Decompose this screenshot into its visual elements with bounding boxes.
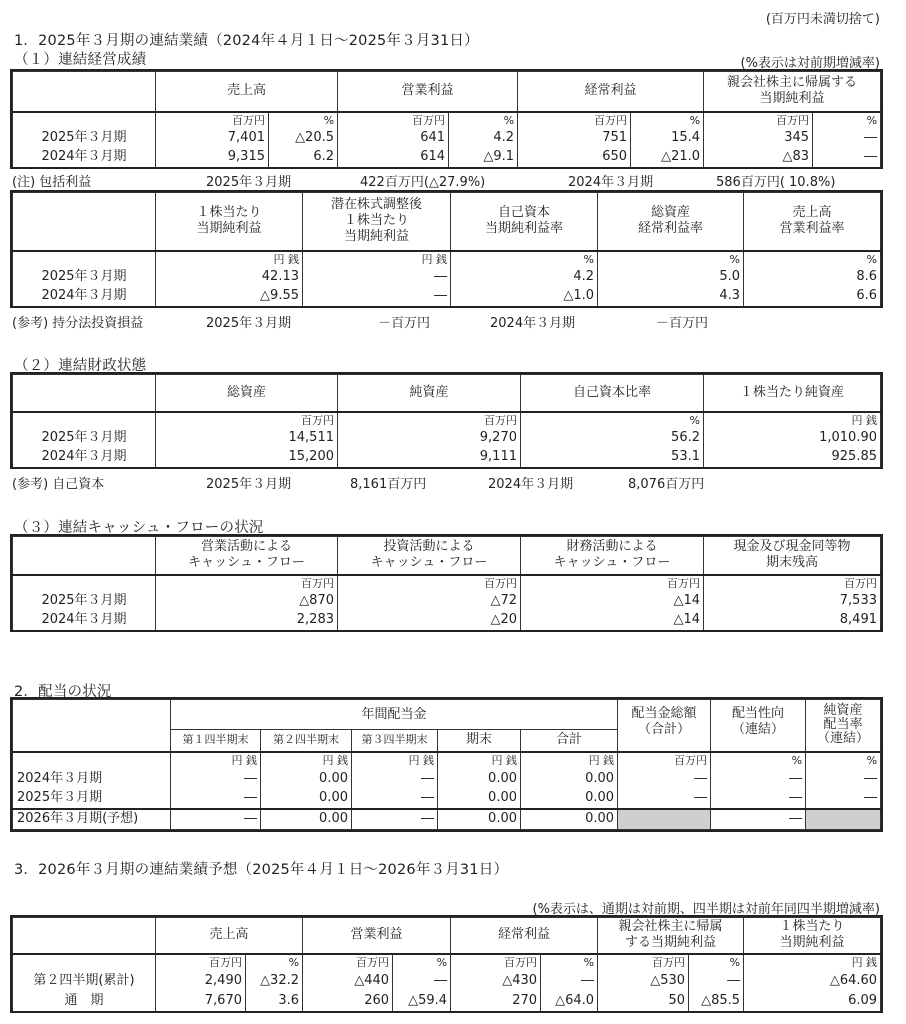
col-sales: 売上高 — [156, 918, 303, 954]
cell: 7,401 — [156, 129, 269, 148]
cell: ― — [618, 789, 711, 809]
col-line: 営業利益率 — [779, 221, 845, 237]
unit: 円 銭 — [171, 752, 261, 769]
cell: △72 — [338, 592, 521, 611]
cell: 0.00 — [261, 809, 352, 830]
cell: 42.13 — [156, 268, 303, 287]
footnote-period1: 2025年３月期 — [206, 175, 292, 190]
table-row — [13, 611, 881, 630]
col-line: 配当率 — [823, 717, 863, 733]
col-q3: 第３四半期末 — [352, 730, 438, 752]
col-annual-dividend: 年間配当金 — [171, 700, 618, 730]
cell: ― — [711, 789, 806, 809]
col-line: キャッシュ・フロー — [370, 555, 488, 571]
cell: △32.2 — [246, 971, 303, 991]
cell: ― — [303, 268, 451, 287]
table-row — [13, 971, 881, 991]
cell: ― — [171, 769, 261, 789]
financial-position-title: （２）連結財政状態 — [14, 358, 147, 374]
unit: % — [449, 112, 518, 129]
col-line: 期末残高 — [765, 555, 818, 571]
col-cash-end — [704, 537, 881, 575]
cell: 0.00 — [438, 809, 521, 830]
row-label: 2025年３月期 — [13, 268, 156, 287]
unit: 円 銭 — [261, 752, 352, 769]
cell: △9.1 — [449, 148, 518, 167]
cell: 4.3 — [598, 287, 744, 306]
cell: ― — [689, 971, 744, 991]
unit: 円 銭 — [352, 752, 438, 769]
cash-flow-title: （３）連結キャッシュ・フローの状況 — [14, 520, 264, 536]
cell: 925.85 — [704, 448, 881, 467]
row-label: 2026年３月期(予想) — [13, 809, 171, 830]
cell: ― — [393, 971, 451, 991]
cell: △14 — [521, 611, 704, 630]
table-row — [13, 592, 881, 611]
cell: 9,315 — [156, 148, 269, 167]
cell: 270 — [451, 991, 541, 1011]
cell: 345 — [704, 129, 813, 148]
col-total-dividend — [618, 700, 711, 752]
forecast-table — [12, 917, 881, 1011]
cell: 6.6 — [744, 287, 881, 306]
row-label: 2025年３月期 — [13, 429, 156, 448]
footnote-equity-label: (参考) 自己資本 — [12, 477, 105, 492]
footnote-period2: 2024年３月期 — [490, 316, 576, 331]
unit: % — [451, 251, 598, 268]
cell: ― — [541, 971, 598, 991]
row-label: 通 期 — [13, 991, 156, 1011]
unit: 百万円 — [518, 112, 631, 129]
cell: 8,491 — [704, 611, 881, 630]
col-line: 当期純利益 — [343, 229, 409, 245]
cell: 751 — [518, 129, 631, 148]
unit: % — [269, 112, 338, 129]
col-line: １株当たり — [779, 919, 845, 935]
cell: 5.0 — [598, 268, 744, 287]
unit: % — [806, 752, 881, 769]
table-row — [13, 769, 881, 789]
cell: △1.0 — [451, 287, 598, 306]
dividends-table — [12, 699, 881, 830]
cell: ― — [352, 769, 438, 789]
unit: 百万円 — [303, 954, 393, 971]
table-row — [13, 991, 881, 1011]
cell: 56.2 — [521, 429, 704, 448]
unit: 百万円 — [704, 112, 813, 129]
financial-position-table — [12, 374, 881, 467]
cell: 15,200 — [156, 448, 338, 467]
col-line: 自己資本 — [497, 205, 550, 221]
cell: 7,670 — [156, 991, 246, 1011]
col-total: 合計 — [521, 730, 618, 752]
unit: % — [246, 954, 303, 971]
unit: % — [711, 752, 806, 769]
col-net-income — [704, 72, 881, 112]
col-equity-ratio: 自己資本比率 — [521, 375, 704, 412]
unit: 百万円 — [338, 112, 449, 129]
col-line: キャッシュ・フロー — [188, 555, 305, 571]
footnote-equity-method-label: (参考) 持分法投資損益 — [12, 316, 144, 331]
row-label: 2025年３月期 — [13, 789, 171, 809]
footnote-value1: －百万円 — [378, 316, 431, 331]
unit: % — [521, 412, 704, 429]
cell: ― — [352, 789, 438, 809]
cell: △64.60 — [744, 971, 881, 991]
cell: △440 — [303, 971, 393, 991]
col-line: 経常利益率 — [637, 221, 703, 237]
results-table — [12, 71, 881, 167]
col-line: 総資産 — [650, 205, 690, 221]
table-row — [13, 129, 881, 148]
header-blank — [13, 918, 156, 954]
col-investing-cf — [338, 537, 521, 575]
cell: △59.4 — [393, 991, 451, 1011]
unit: 円 銭 — [521, 752, 618, 769]
cell: 6.09 — [744, 991, 881, 1011]
cell: 260 — [303, 991, 393, 1011]
unit: 百万円 — [521, 575, 704, 592]
table-row — [13, 148, 881, 167]
cash-flow-table — [12, 536, 881, 630]
footnote-period1: 2025年３月期 — [206, 316, 292, 331]
row-label: 2024年３月期 — [13, 769, 171, 789]
row-label: 2025年３月期 — [13, 592, 156, 611]
results-title: （１）連結経営成績 — [14, 52, 147, 68]
col-total-assets: 総資産 — [156, 375, 338, 412]
cell: 3.6 — [246, 991, 303, 1011]
col-financing-cf — [521, 537, 704, 575]
cell: 0.00 — [261, 769, 352, 789]
unit: 百万円 — [451, 954, 541, 971]
unit: 円 銭 — [438, 752, 521, 769]
col-line: 当期純利益 — [779, 935, 845, 951]
table-row — [13, 448, 881, 467]
cell: ― — [171, 789, 261, 809]
cell: 0.00 — [521, 789, 618, 809]
unit: 円 銭 — [156, 251, 303, 268]
col-line: 配当金総額 — [631, 706, 697, 721]
cell: 1,010.90 — [704, 429, 881, 448]
footnote-comprehensive-income-label: (注) 包括利益 — [12, 175, 92, 190]
footnote-period2: 2024年３月期 — [488, 477, 574, 492]
col-diluted-eps — [303, 193, 451, 251]
col-bps: １株当たり純資産 — [704, 375, 881, 412]
header-blank — [13, 537, 156, 575]
cell: 0.00 — [521, 809, 618, 830]
col-payout-ratio — [711, 700, 806, 752]
unit: 円 銭 — [704, 412, 881, 429]
cell: 9,111 — [338, 448, 521, 467]
col-line: 当期純利益 — [196, 221, 262, 237]
col-net-income — [598, 918, 744, 954]
unit: % — [744, 251, 881, 268]
col-line: キャッシュ・フロー — [553, 555, 671, 571]
per-share-table — [12, 192, 881, 306]
col-line: 配当性向 — [732, 706, 785, 721]
section1-title: 1．2025年３月期の連結業績（2024年４月１日～2025年３月31日） — [14, 33, 479, 49]
cell: △870 — [156, 592, 338, 611]
unit-blank — [13, 251, 156, 268]
col-line: 親会社株主に帰属 — [618, 919, 723, 935]
col-line: （合計） — [638, 722, 691, 737]
cell: 0.00 — [438, 789, 521, 809]
unit: % — [598, 251, 744, 268]
cell: 50 — [598, 991, 689, 1011]
cell: 53.1 — [521, 448, 704, 467]
cell: △20 — [338, 611, 521, 630]
header-blank — [13, 193, 156, 251]
unit: 百万円 — [156, 112, 269, 129]
col-net-income-line2: 当期純利益 — [759, 91, 825, 107]
unit-blank — [13, 112, 156, 129]
cell: 2,490 — [156, 971, 246, 991]
col-q1: 第１四半期末 — [171, 730, 261, 752]
cell: ― — [806, 789, 881, 809]
unit: % — [689, 954, 744, 971]
cell: ― — [171, 809, 261, 830]
cell: △21.0 — [631, 148, 704, 167]
footnote-period2: 2024年３月期 — [568, 175, 654, 190]
cell: △9.55 — [156, 287, 303, 306]
unit: 百万円 — [598, 954, 689, 971]
cell: ― — [303, 287, 451, 306]
forecast-note: (%表示は、通期は対前期、四半期は対前年同四半期増減率) — [532, 902, 880, 917]
footnote-value1: 8,161百万円 — [350, 477, 427, 492]
header-blank — [13, 375, 156, 412]
header-blank — [13, 72, 156, 112]
footnote-period1: 2025年３月期 — [206, 477, 292, 492]
unit-blank — [13, 954, 156, 971]
cell: 8.6 — [744, 268, 881, 287]
unit: 円 銭 — [744, 954, 881, 971]
cell: 9,270 — [338, 429, 521, 448]
cell: △14 — [521, 592, 704, 611]
cell: 14,511 — [156, 429, 338, 448]
col-line: 投資活動による — [383, 539, 475, 555]
col-operating-profit: 営業利益 — [303, 918, 451, 954]
col-net-income-line1: 親会社株主に帰属する — [727, 75, 858, 91]
col-line: 売上高 — [792, 205, 832, 221]
col-line: 現金及び現金同等物 — [733, 539, 851, 555]
footnote-value2: －百万円 — [656, 316, 709, 331]
cell: 614 — [338, 148, 449, 167]
unit: 百万円 — [618, 752, 711, 769]
cell: 0.00 — [521, 769, 618, 789]
cell: 0.00 — [438, 769, 521, 789]
cell: 6.2 — [269, 148, 338, 167]
col-ordinary-profit: 経常利益 — [518, 72, 704, 112]
col-q2: 第２四半期末 — [261, 730, 352, 752]
col-doe — [806, 700, 881, 752]
col-operating-cf — [156, 537, 338, 575]
row-label: 2024年３月期 — [13, 287, 156, 306]
cell: ― — [813, 129, 881, 148]
cell: ― — [711, 809, 806, 830]
unit-blank — [13, 412, 156, 429]
unit: 百万円 — [156, 575, 338, 592]
row-label: 2024年３月期 — [13, 611, 156, 630]
cell: ― — [618, 769, 711, 789]
unit: % — [541, 954, 598, 971]
col-operating-profit: 営業利益 — [338, 72, 518, 112]
cell: ― — [711, 769, 806, 789]
unit: % — [631, 112, 704, 129]
row-label: 2025年３月期 — [13, 129, 156, 148]
cell: △430 — [451, 971, 541, 991]
table-row — [13, 287, 881, 306]
unit: % — [813, 112, 881, 129]
cell: 650 — [518, 148, 631, 167]
table-row — [13, 268, 881, 287]
col-line: 財務活動による — [566, 539, 658, 555]
col-eps — [156, 193, 303, 251]
unit: 百万円 — [338, 412, 521, 429]
cell: 2,283 — [156, 611, 338, 630]
unit: % — [393, 954, 451, 971]
col-line: （連結） — [732, 722, 785, 737]
col-line: 潜在株式調整後 — [330, 197, 422, 213]
unit-blank — [13, 752, 171, 769]
col-sales: 売上高 — [156, 72, 338, 112]
col-net-assets: 純資産 — [338, 375, 521, 412]
col-line: １株当たり — [196, 205, 262, 221]
unit-blank — [13, 575, 156, 592]
col-line: する当期純利益 — [625, 935, 717, 951]
col-line: １株当たり — [343, 213, 409, 229]
unit: 百万円 — [338, 575, 521, 592]
col-eps — [744, 918, 881, 954]
row-label: 2024年３月期 — [13, 448, 156, 467]
col-year-end: 期末 — [438, 730, 521, 752]
cell-grayed — [618, 809, 711, 830]
table-row — [13, 789, 881, 809]
results-note: (%表示は対前期増減率) — [740, 56, 880, 71]
col-roa — [598, 193, 744, 251]
unit: 百万円 — [156, 412, 338, 429]
row-label: 第２四半期(累計) — [13, 971, 156, 991]
cell-grayed — [806, 809, 881, 830]
unit: 百万円 — [704, 575, 881, 592]
cell: △83 — [704, 148, 813, 167]
header-blank — [13, 700, 171, 752]
cell: 15.4 — [631, 129, 704, 148]
row-label: 2024年３月期 — [13, 148, 156, 167]
cell: △20.5 — [269, 129, 338, 148]
forecast-title: 3．2026年３月期の連結業績予想（2025年４月１日～2026年３月31日） — [14, 862, 509, 878]
col-line: 営業活動による — [200, 539, 292, 555]
cell: △530 — [598, 971, 689, 991]
table-row — [13, 429, 881, 448]
cell: 7,533 — [704, 592, 881, 611]
cell: △85.5 — [689, 991, 744, 1011]
cell: ― — [352, 809, 438, 830]
unit-note: (百万円未満切捨て) — [765, 12, 880, 27]
unit: 百万円 — [156, 954, 246, 971]
unit: 円 銭 — [303, 251, 451, 268]
footnote-value2: 586百万円( 10.8%) — [716, 175, 836, 190]
col-line: 純資産 — [823, 703, 863, 719]
table-row-forecast — [13, 809, 881, 830]
cell: △64.0 — [541, 991, 598, 1011]
footnote-value1: 422百万円(△27.9%) — [360, 175, 486, 190]
col-line: 当期純利益率 — [484, 221, 563, 237]
cell: 4.2 — [449, 129, 518, 148]
footnote-value2: 8,076百万円 — [628, 477, 705, 492]
cell: 641 — [338, 129, 449, 148]
cell: ― — [806, 769, 881, 789]
col-line: （連結） — [817, 731, 870, 747]
cell: 0.00 — [261, 789, 352, 809]
col-operating-margin — [744, 193, 881, 251]
col-ordinary-profit: 経常利益 — [451, 918, 598, 954]
dividends-title: 2．配当の状況 — [14, 684, 112, 700]
col-roe — [451, 193, 598, 251]
cell: 4.2 — [451, 268, 598, 287]
cell: ― — [813, 148, 881, 167]
